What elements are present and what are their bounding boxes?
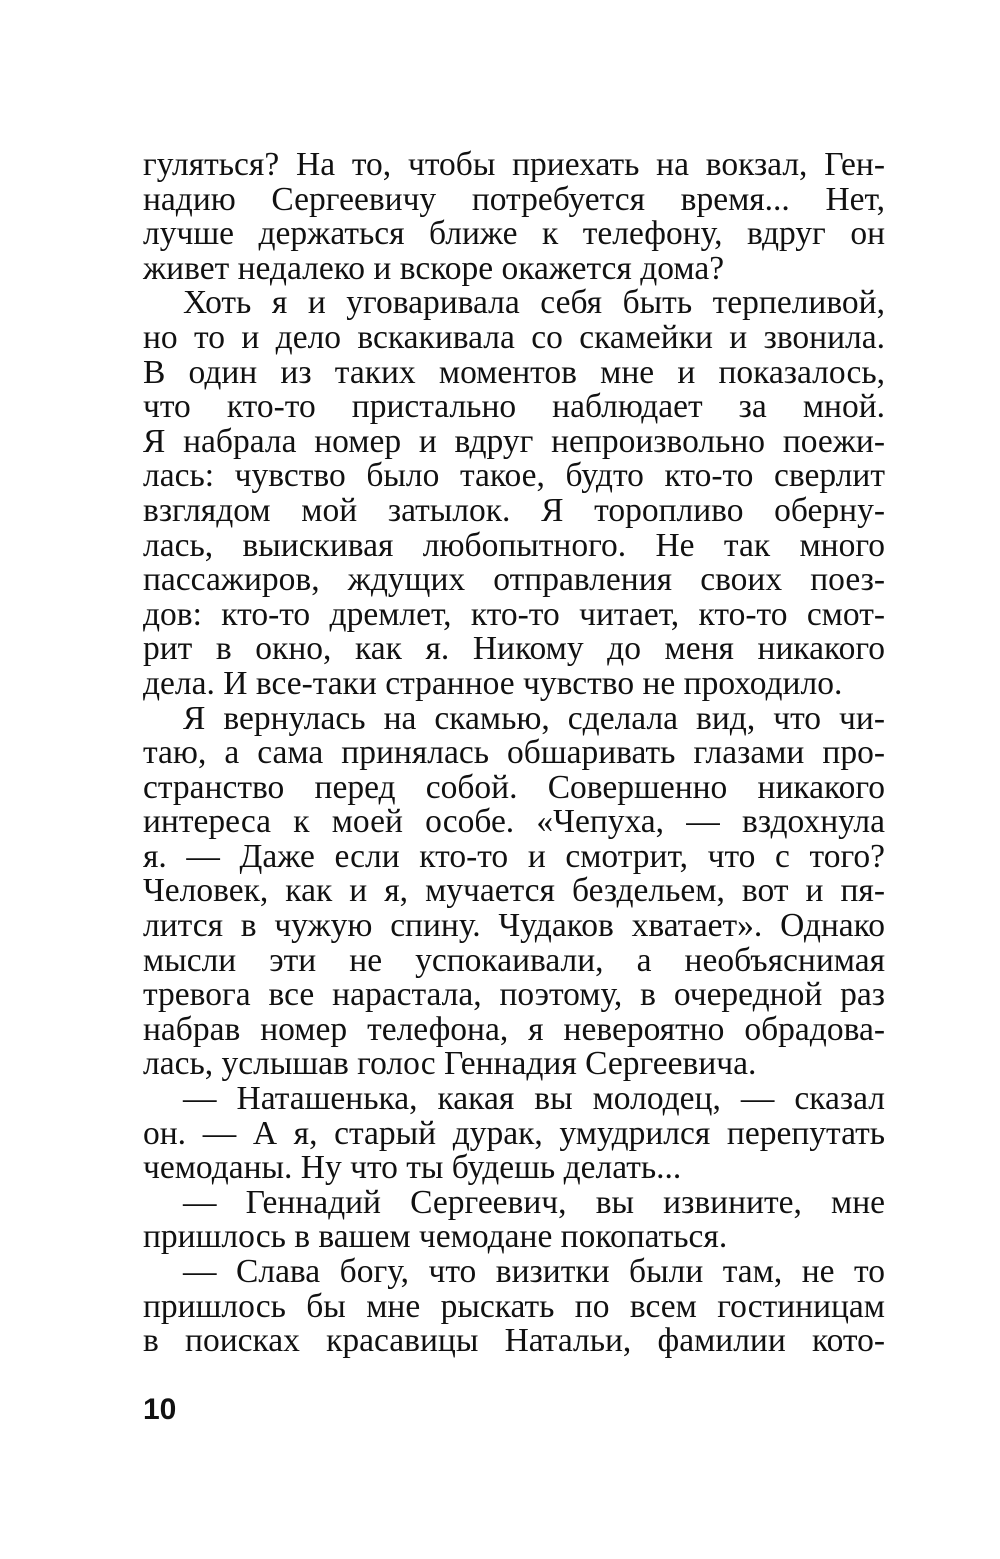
text-line: но то и дело вскакивала со скамейки и звонила. bbox=[143, 318, 885, 356]
text-line: взглядом мой затылок. Я торопливо оберну- bbox=[143, 491, 885, 529]
text-line: лась, услышав голос Геннадия Сергеевича. bbox=[143, 1045, 757, 1083]
text-line: лучше держаться ближе к телефону, вдруг он bbox=[143, 215, 885, 253]
text-line: странство перед собой. Совершенно никакого bbox=[143, 768, 885, 806]
text-line: живет недалеко и вскоре окажется дома? bbox=[143, 249, 725, 287]
text-line: Хоть я и уговаривала себя быть терпеливой, bbox=[183, 284, 885, 322]
text-line: надию Сергеевичу потребуется время... Нет, bbox=[143, 180, 885, 218]
text-line: лится в чужую спину. Чудаков хватает». Однако bbox=[143, 907, 885, 945]
text-line: что кто-то пристально наблюдает за мной. bbox=[143, 388, 885, 426]
text-line: интереса к моей особе. «Чепуха, — вздохнула bbox=[143, 803, 885, 841]
text-line: Человек, как и я, мучается бездельем, вот и пя- bbox=[143, 872, 885, 910]
text-line: рит в окно, как я. Никому до меня никакого bbox=[143, 630, 885, 668]
text-line: гуляться? На то, чтобы приехать на вокзал, Ген- bbox=[143, 146, 885, 183]
text-line: — Наташенька, какая вы молодец, — сказал bbox=[183, 1080, 885, 1118]
body-text bbox=[143, 148, 885, 1359]
text-line: чемоданы. Ну что ты будешь делать... bbox=[143, 1149, 682, 1187]
text-line: набрав номер телефона, я невероятно обрадова- bbox=[143, 1010, 885, 1048]
text-line: лась, выискивая любопытного. Не так много bbox=[143, 526, 885, 564]
text-line: — Слава богу, что визитки были там, не то bbox=[183, 1253, 885, 1290]
text-line: В один из таких моментов мне и показалось, bbox=[143, 353, 885, 391]
page-number: 10 bbox=[143, 1393, 177, 1426]
text-line: пришлось в вашем чемодане покопаться. bbox=[143, 1218, 728, 1256]
text-line: в поисках красавицы Натальи, фамилии кото- bbox=[143, 1322, 885, 1360]
text-line: я. — Даже если кто-то и смотрит, что с того? bbox=[143, 837, 885, 875]
text-line: пассажиров, ждущих отправления своих поез- bbox=[143, 561, 885, 599]
text-line: он. — А я, старый дурак, умудрился перепутать bbox=[143, 1114, 885, 1152]
text-line: тревога все нарастала, поэтому, в очередной раз bbox=[143, 976, 885, 1014]
text-line: — Геннадий Сергеевич, вы извините, мне bbox=[183, 1183, 885, 1221]
text-line: пришлось бы мне рыскать по всем гостиницам bbox=[143, 1287, 885, 1325]
text-line: дела. И все-таки странное чувство не проходило. bbox=[143, 664, 843, 702]
text-line: Я набрала номер и вдруг непроизвольно поежи- bbox=[143, 422, 885, 460]
text-line: мысли эти не успокаивали, а необъяснимая bbox=[143, 941, 885, 979]
text-line: таю, а сама принялась обшаривать глазами про- bbox=[143, 734, 885, 772]
text-line: лась: чувство было такое, будто кто-то сверлит bbox=[143, 457, 885, 495]
text-line: Я вернулась на скамью, сделала вид, что чи- bbox=[183, 699, 885, 737]
text-line: дов: кто-то дремлет, кто-то читает, кто-то смот- bbox=[143, 595, 885, 633]
